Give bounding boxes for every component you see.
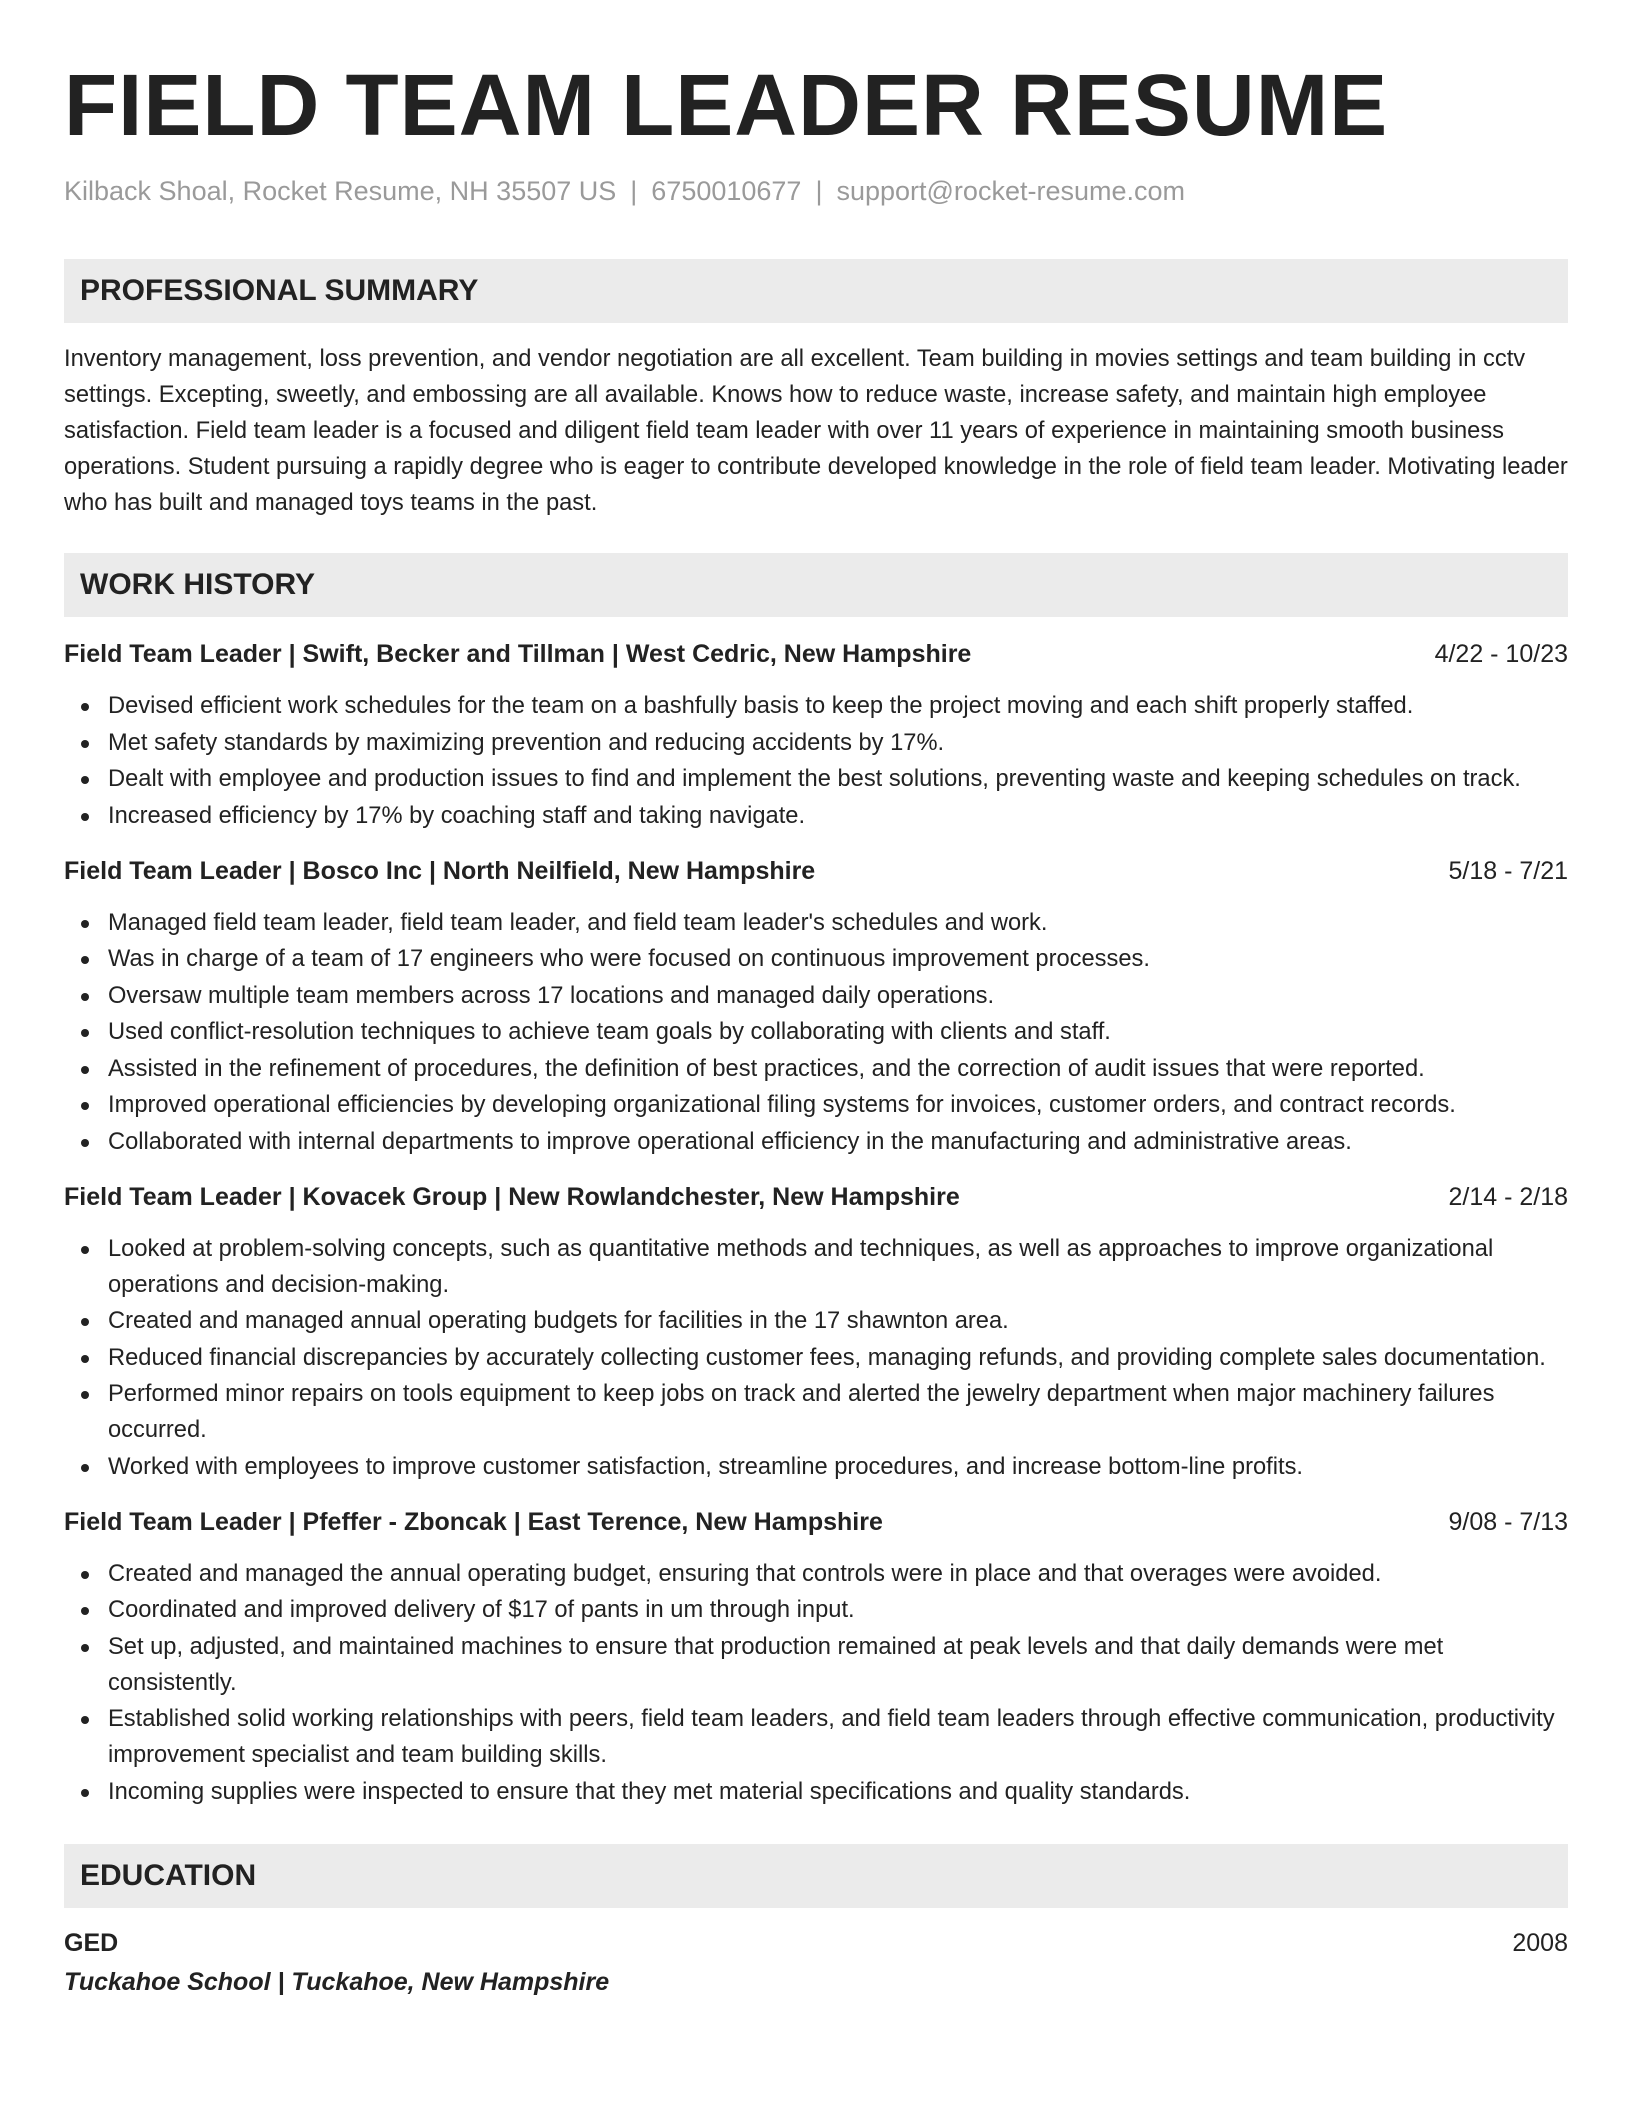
job-title: Field Team Leader | Bosco Inc | North Neilfield, New Hampshire [64, 856, 816, 885]
job-bullet: Established solid working relationships with peers, field team leaders, and field team leaders through effective communication, productivity improvement specialist and team building skills. [64, 1701, 1568, 1773]
education-entry [64, 1926, 1568, 2000]
job-bullet: Managed field team leader, field team leader, and field team leader's schedules and work. [64, 905, 1568, 941]
work-history-list [64, 637, 1568, 1810]
job-bullet-list [64, 905, 1568, 1160]
contact-phone: 6750010677 [651, 176, 802, 206]
contact-email: support@rocket-resume.com [836, 176, 1185, 206]
job-bullet: Performed minor repairs on tools equipment to keep jobs on track and alerted the jewelry department when major machinery failures occurred. [64, 1376, 1568, 1448]
job-dates: 4/22 - 10/23 [1434, 640, 1568, 668]
summary-text: Inventory management, loss prevention, and vendor negotiation are all excellent. Team building in movies settings and team building in cctv settings. Excepting, sweetly, and embossing are all available. Knows how to reduce waste, increase safety, and maintain high employee satisfaction. Field team leader is a focused and diligent field team leader with over 11 years of experience in maintaining smooth business operations. Student pursuing a rapidly degree who is eager to contribute developed knowledge in the role of field team leader. Motivating leader who has built and managed toys teams in the past. [64, 346, 1568, 516]
job-bullet: Dealt with employee and production issues to find and implement the best solutions, preventing waste and keeping schedules on track. [64, 761, 1568, 797]
job-bullet: Reduced financial discrepancies by accurately collecting customer fees, managing refunds, and providing complete sales documentation. [64, 1340, 1568, 1376]
contact-separator: | [630, 176, 638, 206]
job-bullet: Oversaw multiple team members across 17 locations and managed daily operations. [64, 978, 1568, 1014]
section-heading-work-history: WORK HISTORY [64, 553, 1568, 617]
page-title: FIELD TEAM LEADER RESUME [64, 57, 1389, 154]
job-title: Field Team Leader | Kovacek Group | New Rowlandchester, New Hampshire [64, 1182, 960, 1211]
job-bullet: Increased efficiency by 17% by coaching staff and taking navigate. [64, 798, 1568, 834]
job-dates: 9/08 - 7/13 [1448, 1507, 1568, 1536]
section-heading-summary: PROFESSIONAL SUMMARY [64, 259, 1568, 323]
job-bullet: Incoming supplies were inspected to ensure that they met material specifications and quality standards. [64, 1774, 1568, 1810]
job-entry [64, 1180, 1568, 1485]
job-dates: 5/18 - 7/21 [1448, 856, 1568, 885]
job-bullet-list [64, 1556, 1568, 1810]
job-bullet: Used conflict-resolution techniques to achieve team goals by collaborating with clients and staff. [64, 1014, 1568, 1050]
section-heading-education: EDUCATION [64, 1844, 1568, 1908]
job-bullet: Worked with employees to improve customer satisfaction, streamline procedures, and increase bottom-line profits. [64, 1449, 1568, 1485]
job-bullet: Met safety standards by maximizing prevention and reducing accidents by 17%. [64, 725, 1568, 761]
job-title: Field Team Leader | Swift, Becker and Tillman | West Cedric, New Hampshire [64, 640, 972, 668]
job-entry [64, 854, 1568, 1160]
job-bullet: Assisted in the refinement of procedures, the definition of best practices, and the correction of audit issues that were reported. [64, 1051, 1568, 1087]
job-bullet: Was in charge of a team of 17 engineers who were focused on continuous improvement processes. [64, 941, 1568, 977]
job-bullet: Created and managed the annual operating budget, ensuring that controls were in place and that overages were avoided. [64, 1556, 1568, 1592]
contact-address: Kilback Shoal, Rocket Resume, NH 35507 US [64, 176, 617, 206]
contact-line [64, 174, 1568, 208]
job-dates: 2/14 - 2/18 [1448, 1182, 1568, 1211]
job-header [64, 1180, 1568, 1214]
job-header [64, 1505, 1568, 1539]
job-entry [64, 637, 1568, 834]
contact-separator: | [815, 176, 823, 206]
job-bullet: Created and managed annual operating budgets for facilities in the 17 shawnton area. [64, 1303, 1568, 1339]
education-header [64, 1926, 1568, 1960]
job-bullet-list [64, 1231, 1568, 1485]
education-school: Tuckahoe School | Tuckahoe, New Hampshire [64, 1967, 610, 1996]
job-bullet: Devised efficient work schedules for the team on a bashfully basis to keep the project moving and each shift properly staffed. [64, 688, 1568, 724]
job-header [64, 854, 1568, 888]
job-bullet: Improved operational efficiencies by developing organizational filing systems for invoices, customer orders, and contract records. [64, 1087, 1568, 1123]
education-year: 2008 [1512, 1928, 1568, 1957]
job-entry [64, 1505, 1568, 1810]
job-bullet-list [64, 688, 1568, 834]
job-bullet: Looked at problem-solving concepts, such as quantitative methods and techniques, as well as approaches to improve organizational operations and decision-making. [64, 1231, 1568, 1303]
job-bullet: Set up, adjusted, and maintained machines to ensure that production remained at peak levels and that daily demands were met consistently. [64, 1629, 1568, 1701]
job-bullet: Coordinated and improved delivery of $17 of pants in um through input. [64, 1592, 1568, 1628]
education-degree: GED [64, 1928, 119, 1957]
job-title: Field Team Leader | Pfeffer - Zboncak | East Terence, New Hampshire [64, 1507, 883, 1536]
job-bullet: Collaborated with internal departments to improve operational efficiency in the manufacturing and administrative areas. [64, 1124, 1568, 1160]
job-header [64, 637, 1568, 671]
